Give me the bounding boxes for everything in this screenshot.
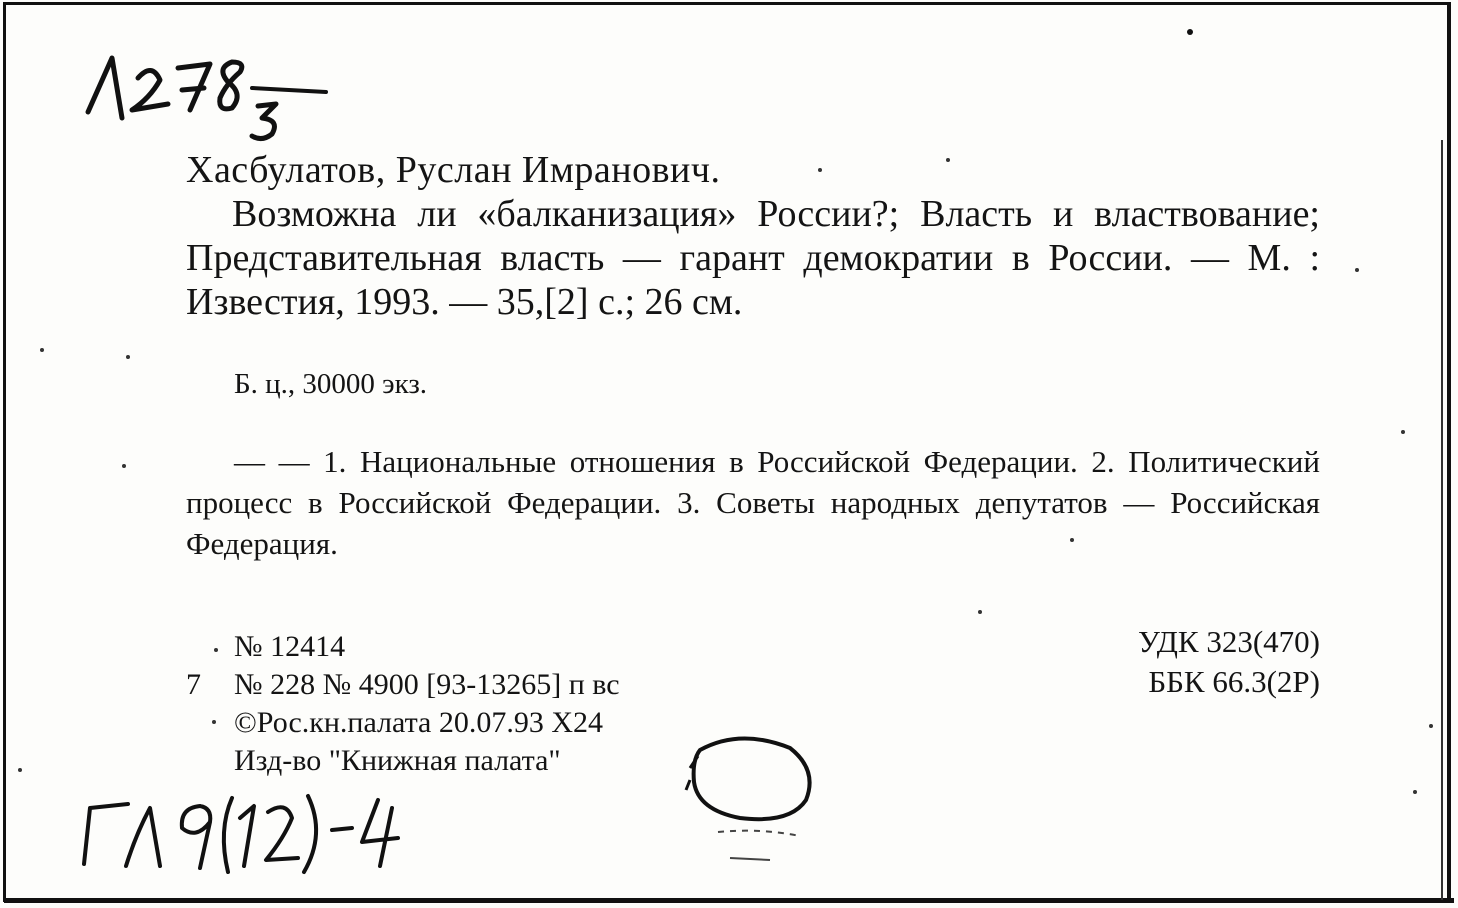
subject-headings: — — 1. Национальные отношения в Российской Федерации. 2. Политический процесс в Российской Федерации. 3. Советы народных депутатов — Российская Федерация.	[186, 444, 1320, 561]
imprint-block	[186, 628, 620, 780]
imprint-line-1	[186, 628, 620, 666]
imprint-line-3	[186, 704, 620, 742]
order-numbers: № 228 № 4900 [93-13265] п вс	[234, 668, 620, 701]
classification-block	[1138, 622, 1320, 702]
copyright-line: ©Рос.кн.палата 20.07.93 Х24	[234, 706, 604, 739]
publisher-line: Изд-во "Книжная палата"	[234, 744, 561, 777]
card-number: № 12414	[234, 630, 346, 663]
bibliographic-entry	[186, 148, 1320, 324]
imprint-line-4	[186, 742, 620, 780]
price-run: Б. ц., 30000 экз.	[234, 368, 428, 400]
bbk-code: ББК 66.3(2Р)	[1148, 664, 1320, 699]
title-entry: Возможна ли «балканизация» России?; Власть и властвование; Представительная власть — гарант демократии в России. — М. : Известия, 1993. — 35,[2] с.; 26 см.	[186, 193, 1320, 323]
imprint-lead-number: 7	[186, 668, 201, 701]
udk-code: УДК 323(470)	[1137, 624, 1320, 659]
author-heading: Хасбулатов, Руслан Имранович.	[186, 149, 721, 191]
imprint-line-2	[186, 666, 620, 704]
